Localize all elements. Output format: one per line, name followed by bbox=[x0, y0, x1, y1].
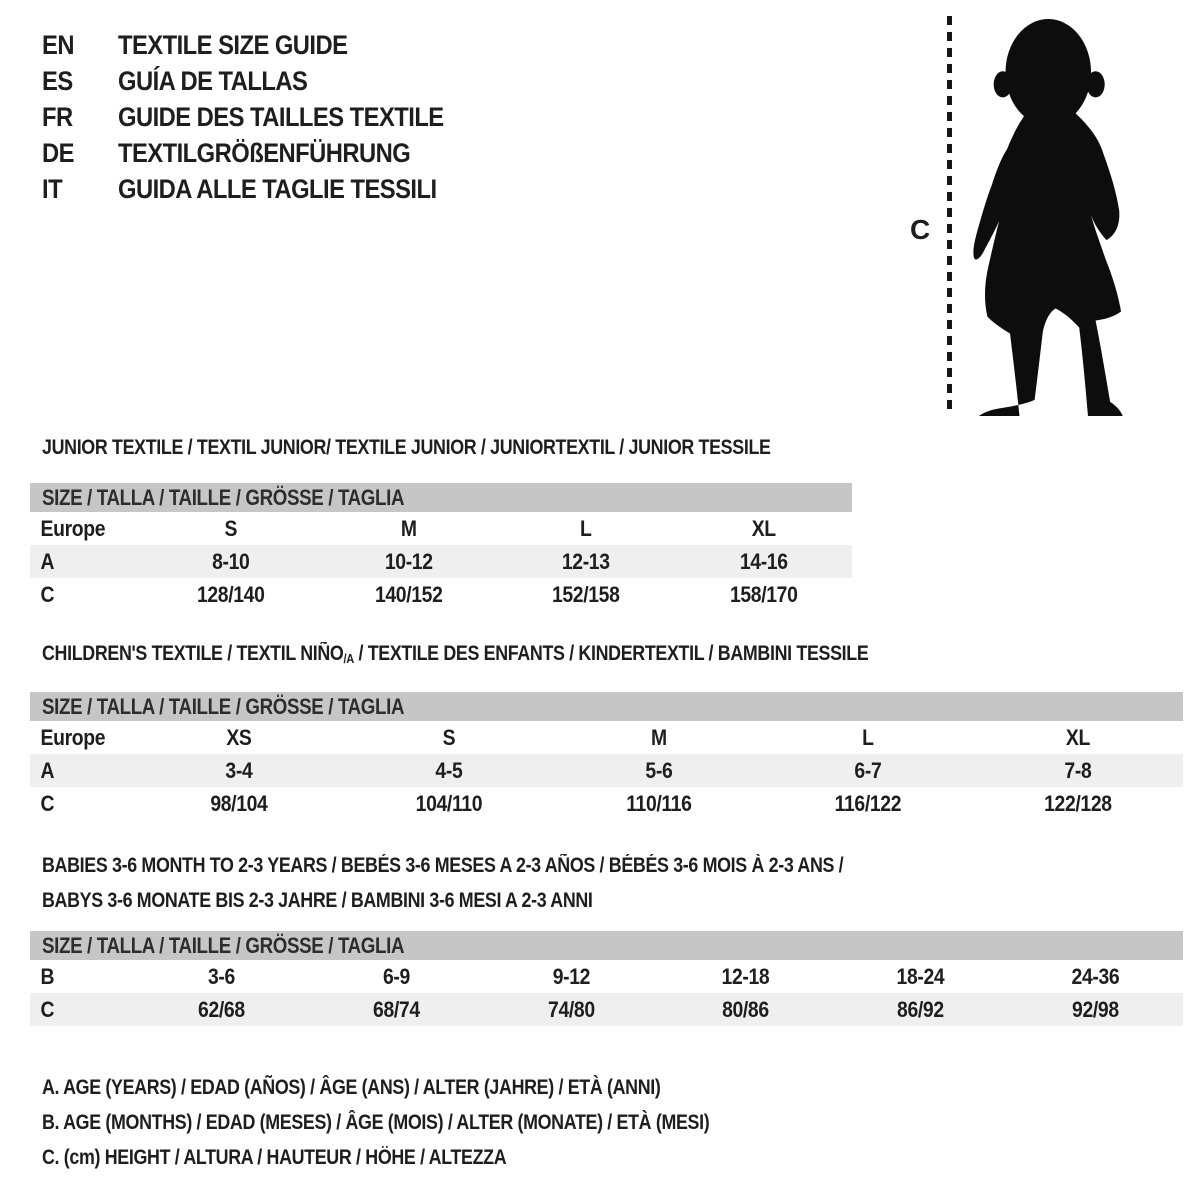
size-header-bar bbox=[30, 692, 1183, 721]
babies-title-line2: BABYS 3-6 MONATE BIS 2-3 JAHRE / BAMBINI 3-6 MESI A 2-3 ANNI bbox=[42, 889, 593, 912]
table-cell: 9-12 bbox=[552, 963, 590, 989]
table-cell: 128/140 bbox=[196, 581, 265, 607]
language-label bbox=[118, 66, 333, 97]
legend-line-b bbox=[42, 1105, 827, 1140]
table-cell: S bbox=[442, 724, 455, 750]
table-row-height-cm bbox=[30, 787, 1183, 820]
table-cell: L bbox=[580, 515, 592, 541]
children-size-table bbox=[30, 692, 1183, 820]
row-label: B bbox=[40, 963, 55, 989]
language-row bbox=[42, 63, 488, 99]
row-label: C bbox=[40, 581, 55, 607]
table-row-europe bbox=[30, 512, 852, 545]
table-cell: 92/98 bbox=[1072, 996, 1119, 1022]
language-row bbox=[42, 135, 488, 171]
junior-section-title-text: JUNIOR TEXTILE / TEXTIL JUNIOR/ TEXTILE JUNIOR / JUNIORTEXTIL / JUNIOR TESSILE bbox=[42, 436, 771, 459]
babies-title-line1-wrap bbox=[42, 848, 985, 883]
table-cell: 116/122 bbox=[835, 790, 902, 816]
language-code-label: FR bbox=[42, 101, 73, 132]
language-code-label: DE bbox=[42, 137, 74, 168]
children-section-title bbox=[42, 641, 1014, 672]
table-cell: 14-16 bbox=[739, 548, 788, 574]
language-code-label: IT bbox=[42, 173, 63, 204]
table-cell: 68/74 bbox=[372, 996, 420, 1022]
language-label bbox=[118, 138, 450, 169]
table-cell: 12-13 bbox=[561, 548, 610, 574]
language-title-list bbox=[42, 27, 488, 207]
size-header-label: SIZE / TALLA / TAILLE / GRÖSSE / TAGLIA bbox=[42, 693, 405, 719]
table-row-height-cm bbox=[30, 993, 1183, 1026]
language-label bbox=[118, 174, 480, 205]
language-code-label: EN bbox=[42, 29, 74, 60]
table-cell: L bbox=[862, 724, 875, 750]
table-row-age-years bbox=[30, 545, 852, 578]
table-cell: 10-12 bbox=[384, 548, 433, 574]
table-cell: 8-10 bbox=[212, 548, 250, 574]
table-cell: 6-7 bbox=[854, 757, 882, 783]
children-section-title-text bbox=[42, 641, 868, 672]
language-label-text: TEXTILE SIZE GUIDE bbox=[118, 29, 348, 60]
table-row-age-months bbox=[30, 960, 1183, 993]
language-code bbox=[42, 138, 118, 169]
table-cell: 6-9 bbox=[382, 963, 410, 989]
language-code bbox=[42, 30, 118, 61]
size-header-bar bbox=[30, 931, 1183, 960]
table-cell: XL bbox=[1066, 724, 1091, 750]
table-cell: 80/86 bbox=[722, 996, 770, 1022]
size-header-bar bbox=[30, 483, 852, 512]
row-label: A bbox=[40, 548, 55, 574]
measurement-legend bbox=[42, 1070, 827, 1175]
babies-size-table bbox=[30, 931, 1183, 1026]
height-measure-dashed-line bbox=[947, 16, 952, 414]
language-row bbox=[42, 27, 488, 63]
table-cell: 86/92 bbox=[897, 996, 945, 1022]
table-cell: 158/170 bbox=[729, 581, 798, 607]
table-cell: XL bbox=[751, 515, 776, 541]
language-code bbox=[42, 66, 118, 97]
language-label bbox=[118, 30, 379, 61]
language-code-label: ES bbox=[42, 65, 73, 96]
language-label-text: GUIDE DES TAILLES TEXTILE bbox=[118, 101, 444, 132]
table-cell: XS bbox=[226, 724, 252, 750]
language-row bbox=[42, 171, 488, 207]
legend-line-c bbox=[42, 1140, 827, 1175]
language-row bbox=[42, 99, 488, 135]
table-cell: 3-4 bbox=[225, 757, 253, 783]
table-cell: 122/128 bbox=[1044, 790, 1112, 816]
table-cell: 3-6 bbox=[207, 963, 235, 989]
table-cell: 24-36 bbox=[1071, 963, 1120, 989]
junior-section-title bbox=[42, 435, 899, 461]
table-cell: 5-6 bbox=[645, 757, 672, 783]
language-label bbox=[118, 102, 488, 133]
children-title-part2: / TEXTILE DES ENFANTS / KINDERTEXTIL / BAMBINI TESSILE bbox=[353, 642, 869, 665]
table-cell: M bbox=[650, 724, 667, 750]
row-label: Europe bbox=[40, 515, 106, 541]
language-label-text: GUIDA ALLE TAGLIE TESSILI bbox=[118, 173, 437, 204]
table-cell: 12-18 bbox=[722, 963, 770, 989]
size-header-label: SIZE / TALLA / TAILLE / GRÖSSE / TAGLIA bbox=[42, 484, 405, 510]
language-label-text: GUÍA DE TALLAS bbox=[118, 65, 308, 96]
table-row-height-cm bbox=[30, 578, 852, 611]
babies-title-line1: BABIES 3-6 MONTH TO 2-3 YEARS / BEBÉS 3-6 MESES A 2-3 AÑOS / BÉBÉS 3-6 MOIS À 2-3 ANS / bbox=[42, 854, 844, 877]
size-header-label: SIZE / TALLA / TAILLE / GRÖSSE / TAGLIA bbox=[42, 932, 405, 958]
table-cell: 140/152 bbox=[374, 581, 443, 607]
table-cell: 4-5 bbox=[435, 757, 463, 783]
table-row-age-years bbox=[30, 754, 1183, 787]
legend-line-c-text: C. (cm) HEIGHT / ALTURA / HAUTEUR / HÖHE / ALTEZZA bbox=[42, 1145, 507, 1169]
legend-line-b-text: B. AGE (MONTHS) / EDAD (MESES) / ÂGE (MOIS) / ALTER (MONATE) / ETÀ (MESI) bbox=[42, 1110, 710, 1134]
row-label: Europe bbox=[40, 724, 106, 750]
table-cell: 62/68 bbox=[198, 996, 245, 1022]
table-cell: 98/104 bbox=[210, 790, 268, 816]
table-cell: M bbox=[400, 515, 417, 541]
table-cell: 74/80 bbox=[547, 996, 595, 1022]
row-label: C bbox=[40, 996, 55, 1022]
row-label: C bbox=[40, 790, 55, 816]
language-label-text: TEXTILGRÖßENFÜHRUNG bbox=[118, 137, 411, 168]
legend-line-a-text: A. AGE (YEARS) / EDAD (AÑOS) / ÂGE (ANS) / ALTER (JAHRE) / ETÀ (ANNI) bbox=[42, 1075, 661, 1099]
height-measure-label: C bbox=[910, 214, 931, 245]
language-code bbox=[42, 102, 118, 133]
table-row-europe bbox=[30, 721, 1183, 754]
children-title-part1: CHILDREN'S TEXTILE / TEXTIL NIÑO bbox=[42, 642, 344, 665]
babies-title-line2-wrap bbox=[42, 883, 985, 918]
language-code bbox=[42, 174, 118, 205]
junior-size-table bbox=[30, 483, 852, 611]
toddler-silhouette-icon bbox=[960, 14, 1142, 416]
children-title-subscript: /A bbox=[343, 650, 354, 666]
table-cell: 110/116 bbox=[625, 790, 692, 816]
table-cell: 152/158 bbox=[551, 581, 620, 607]
table-cell: 7-8 bbox=[1064, 757, 1092, 783]
babies-section-title bbox=[42, 848, 985, 918]
table-cell: 18-24 bbox=[896, 963, 945, 989]
table-cell: 104/110 bbox=[415, 790, 482, 816]
row-label: A bbox=[40, 757, 55, 783]
legend-line-a bbox=[42, 1070, 827, 1105]
table-cell: S bbox=[224, 515, 238, 541]
